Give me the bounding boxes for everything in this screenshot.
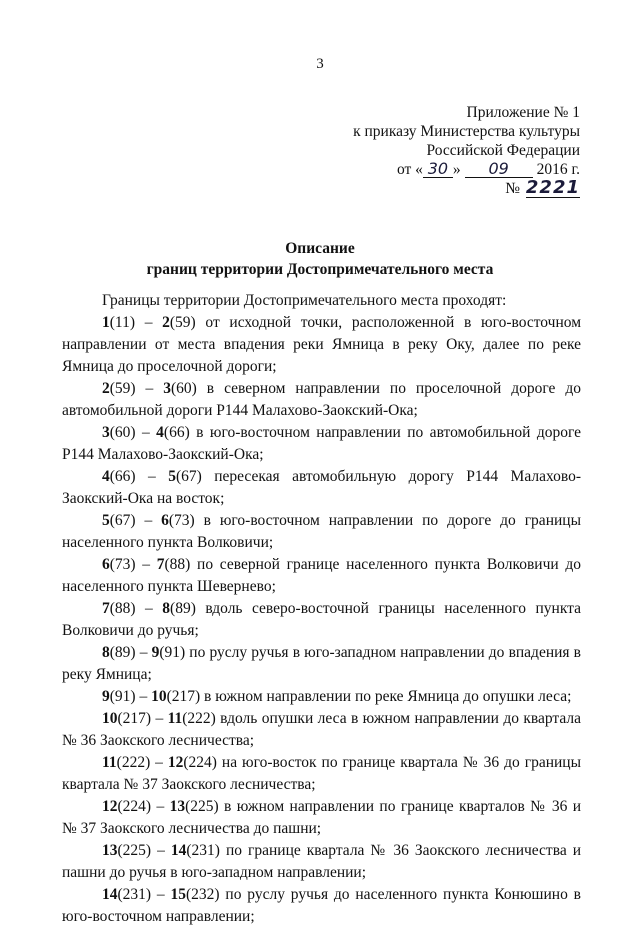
separator: – bbox=[151, 798, 170, 815]
boundary-item bbox=[62, 642, 581, 686]
point-from: 8 bbox=[102, 644, 110, 661]
date-prefix: от « bbox=[396, 161, 423, 178]
point-from-old: (222) bbox=[116, 754, 151, 771]
segment-description: в юго-восточном направлении по дороге до границы населенного пункта Волковичи; bbox=[62, 512, 581, 551]
point-to-old: (217) bbox=[166, 688, 201, 705]
point-from: 12 bbox=[102, 798, 118, 815]
point-from-old: (73) bbox=[109, 556, 136, 573]
appendix-line-1: Приложение № 1 bbox=[466, 104, 580, 121]
point-to: 14 bbox=[170, 842, 187, 859]
point-to-old: (225) bbox=[185, 798, 219, 815]
point-to-old: (73) bbox=[168, 512, 195, 529]
point-to: 6 bbox=[161, 512, 169, 529]
boundary-item bbox=[62, 422, 581, 466]
date-year: 2016 г. bbox=[536, 161, 580, 178]
point-to: 7 bbox=[156, 556, 165, 573]
appendix-number-line bbox=[353, 179, 580, 198]
separator: – bbox=[151, 710, 168, 727]
point-from: 14 bbox=[102, 886, 118, 903]
point-from-old: (59) bbox=[109, 380, 136, 397]
point-to-old: (66) bbox=[163, 424, 190, 441]
point-to-old: (224) bbox=[183, 754, 217, 771]
appendix-line-2: к приказу Министерства культуры bbox=[353, 123, 580, 140]
intro-paragraph: Границы территории Достопримечательного места проходят: bbox=[102, 292, 507, 309]
point-from: 1 bbox=[102, 314, 110, 331]
separator: – bbox=[150, 754, 168, 771]
segment-description: вдоль северо-восточной границы населенного пункта Волковичи до ручья; bbox=[62, 600, 581, 639]
segment-description: по границе квартала № 36 Заокского лесничества и пашни до ручья в юго-западном направлении; bbox=[62, 842, 582, 881]
point-to: 12 bbox=[167, 754, 184, 771]
point-to: 4 bbox=[156, 424, 164, 441]
point-from-old: (91) bbox=[109, 688, 136, 705]
point-from: 2 bbox=[102, 380, 110, 397]
date-day-handwritten: 30 bbox=[423, 161, 453, 178]
boundary-item bbox=[62, 840, 581, 884]
title-line-1: Описание bbox=[285, 240, 355, 257]
separator: – bbox=[151, 886, 171, 903]
point-from: 13 bbox=[102, 842, 118, 859]
boundary-item bbox=[62, 752, 581, 796]
point-to-old: (59) bbox=[169, 314, 196, 331]
point-from: 9 bbox=[102, 688, 110, 705]
point-to: 2 bbox=[162, 314, 170, 331]
point-from: 5 bbox=[102, 512, 110, 529]
point-to-old: (91) bbox=[159, 644, 186, 661]
boundary-item bbox=[62, 598, 581, 642]
separator: – bbox=[135, 512, 162, 529]
point-from: 4 bbox=[102, 468, 110, 485]
separator: – bbox=[151, 842, 171, 859]
segment-description: по руслу ручья до населенного пункта Конюшино в юго-восточном направлении; bbox=[62, 886, 581, 925]
separator: – bbox=[135, 380, 164, 397]
segment-description: по северной границе населенного пункта Волковичи до населенного пункта Шевернево; bbox=[62, 556, 582, 595]
point-from: 10 bbox=[102, 710, 118, 727]
boundary-item bbox=[62, 466, 581, 510]
separator: – bbox=[135, 688, 152, 705]
point-from-old: (231) bbox=[117, 886, 152, 903]
point-to: 9 bbox=[151, 644, 160, 661]
boundary-item bbox=[62, 378, 581, 422]
point-to: 8 bbox=[162, 600, 171, 617]
point-to: 11 bbox=[167, 710, 183, 727]
separator: – bbox=[135, 600, 163, 617]
point-from-old: (60) bbox=[109, 424, 136, 441]
segment-description: в юго-восточном направлении по автомобильной дороге Р144 Малахово-Заокский-Ока; bbox=[62, 424, 581, 463]
point-to: 15 bbox=[170, 886, 186, 903]
separator: – bbox=[135, 644, 152, 661]
point-from-old: (217) bbox=[117, 710, 152, 727]
separator: – bbox=[135, 556, 157, 573]
boundary-item bbox=[62, 312, 581, 378]
segment-description: в северном направлении по проселочной дороге до автомобильной дороги Р144 Малахово-Заокский-Ока; bbox=[62, 380, 582, 419]
point-from-old: (88) bbox=[109, 600, 136, 617]
segment-description: в южном направлении по реке Ямница до опушки леса; bbox=[200, 688, 572, 705]
point-to: 13 bbox=[169, 798, 186, 815]
number-prefix: № bbox=[505, 180, 521, 197]
boundary-item bbox=[62, 554, 581, 598]
boundary-item bbox=[62, 884, 581, 928]
separator: – bbox=[135, 468, 169, 485]
appendix-line-3: Российской Федерации bbox=[426, 142, 580, 159]
page-number: 3 bbox=[316, 56, 324, 72]
point-to-old: (88) bbox=[164, 556, 191, 573]
document-body bbox=[62, 290, 581, 928]
point-from: 3 bbox=[102, 424, 110, 441]
point-to-old: (67) bbox=[175, 468, 202, 485]
point-to-old: (60) bbox=[171, 380, 197, 397]
segment-description: пересекая автомобильную дорогу Р144 Малахово-Заокский-Ока на восток; bbox=[62, 468, 582, 507]
point-to-old: (231) bbox=[186, 842, 220, 859]
boundary-item bbox=[62, 796, 581, 840]
point-to: 3 bbox=[163, 380, 172, 397]
point-from-old: (66) bbox=[109, 468, 136, 485]
point-to-old: (232) bbox=[186, 886, 220, 903]
point-to-old: (222) bbox=[182, 710, 216, 727]
point-from: 7 bbox=[102, 600, 110, 617]
appendix-header bbox=[353, 103, 580, 198]
segment-description: на юго-восток по границе квартала № 36 до границы квартала № 37 Заокского лесничества; bbox=[62, 754, 581, 793]
point-to-old: (89) bbox=[170, 600, 196, 617]
boundary-item bbox=[62, 708, 581, 752]
order-number-handwritten: 2221 bbox=[525, 177, 580, 198]
separator: – bbox=[135, 424, 157, 441]
segment-description: вдоль опушки леса в южном направлении до квартала № 36 Заокского лесничества; bbox=[62, 710, 581, 749]
point-from-old: (67) bbox=[109, 512, 136, 529]
segment-description: от исходной точки, расположенной в юго-восточном направлении от места впадения реки Ямница в реку Оку, далее по реке Ямница до проселочной дороги; bbox=[62, 314, 581, 375]
segment-description: по руслу ручья в юго-западном направлении до впадения в реку Ямница; bbox=[62, 644, 581, 683]
point-from-old: (89) bbox=[109, 644, 136, 661]
boundary-list bbox=[62, 312, 581, 928]
separator: – bbox=[135, 314, 163, 331]
segment-description: в южном направлении по границе кварталов № 36 и № 37 Заокского лесничества до пашни; bbox=[62, 798, 581, 837]
date-mid: » bbox=[452, 161, 461, 178]
title-line-2: границ территории Достопримечательного места bbox=[146, 261, 494, 278]
point-to: 10 bbox=[151, 688, 167, 705]
point-from: 11 bbox=[102, 754, 117, 771]
point-from: 6 bbox=[102, 556, 110, 573]
boundary-item bbox=[62, 510, 581, 554]
document-title bbox=[0, 238, 640, 280]
point-from-old: (11) bbox=[109, 314, 135, 331]
date-month-handwritten: 09 bbox=[465, 161, 533, 178]
point-from-old: (225) bbox=[117, 842, 152, 859]
point-from-old: (224) bbox=[117, 798, 152, 815]
boundary-item bbox=[62, 686, 581, 708]
point-to: 5 bbox=[168, 468, 176, 485]
